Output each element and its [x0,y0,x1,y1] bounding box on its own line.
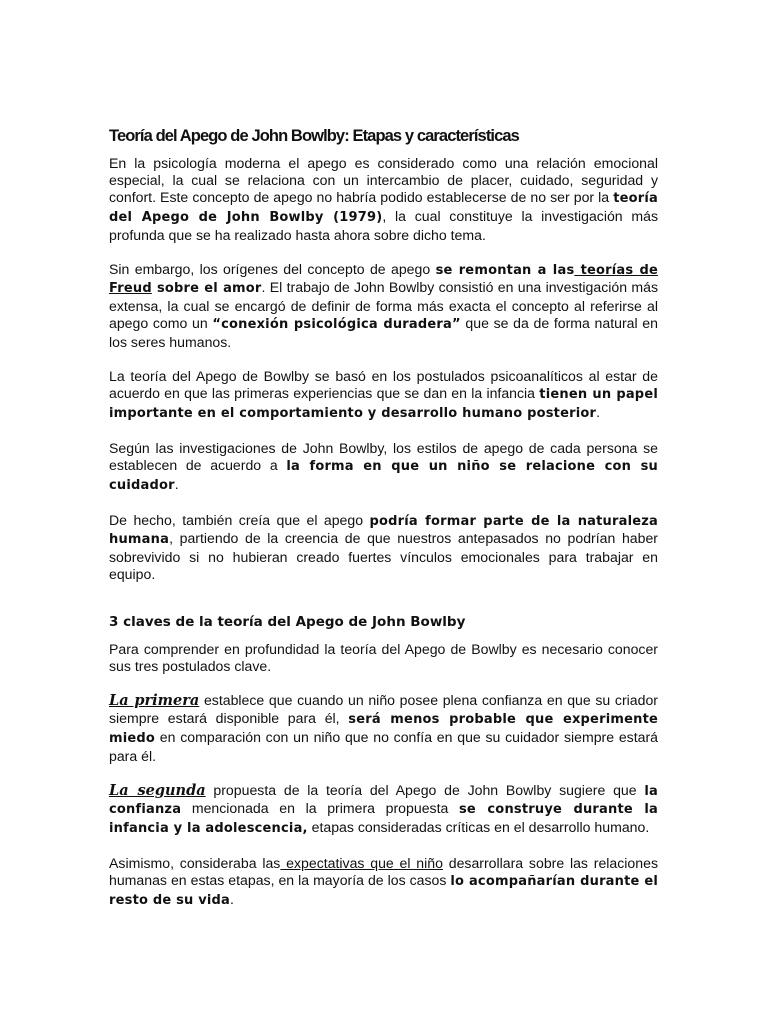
text: , partiendo de la creencia de que nuestros antepasados no podrían haber sobrevivido si no hubieran creado fuertes vínculos emocionales para trabajar en equipo. [109,530,658,583]
text: establece que cuando un niño posee plena confianza en que su criador siempre estará disponible para él, [109,691,658,726]
bold-text: será menos probable que experimente miedo [109,711,658,746]
paragraph-intro [109,155,658,244]
text: mencionada en la primera propuesta [181,800,459,817]
text: . [230,891,234,908]
paragraph-styles [109,440,658,495]
text: Asimismo, consideraba las [109,855,281,872]
paragraph-second-key [109,782,658,839]
script-label: La segunda [109,781,206,799]
paragraph-nature [109,512,658,584]
text: , la cual constituye la investigación más profunda que se ha realizado hasta ahora sobre dicho tema. [109,207,658,243]
bold-text: sobre el amor [151,281,262,297]
text: La teoría del Apego de Bowlby se basó en los postulados psicoanalíticos al estar de acuerdo en que las primeras experiencias que se dan en la infancia [109,368,658,401]
text: propuesta de la teoría del Apego de John Bowlby sugiere que [205,781,645,798]
paragraph-expectations [109,855,658,910]
text: . [596,403,601,420]
text: que se da de forma natural en los seres humanos. [109,315,658,351]
bold-text: lo acompañarían durante el resto de su vida [109,874,658,909]
text: En la psicología moderna el apego es considerado como una relación emocional especial, la cual se relaciona con un intercambio de placer, cuidado, seguridad y confort. Este concepto de apego no habría podido establecerse de no ser por la [109,155,658,205]
paragraph-psychoanalytic [109,368,658,423]
bold-text: podría formar parte de la naturaleza humana [109,513,659,548]
bold-text: “conexión psicológica duradera” [212,317,461,333]
section-heading: 3 claves de la teoría del Apego de John Bowlby [109,614,466,631]
document-page [109,126,658,927]
text: Según las investigaciones de John Bowlby, los estilos de apego de cada persona se establecen de acuerdo a [109,439,658,473]
text: . El trabajo de John Bowlby consistió en una investigación más extensa, la cual se encargó de definir de forma más exacta el concepto al referirse al apego como un [109,279,658,332]
text: etapas consideradas críticas en el desarrollo humano. [307,819,650,836]
page-title: Teoría del Apego de John Bowlby: Etapas y características [109,127,519,145]
bold-text: teoría del Apego de John Bowlby (1979) [109,190,658,225]
link-expectativas[interactable]: expectativas que el niño [280,855,443,872]
text: Para comprender en profundidad la teoría del Apego de Bowlby es necesario conocer sus tres postulados clave. [109,641,658,675]
text: Sin embargo, los orígenes del concepto de apego [109,260,436,277]
bold-text: la forma en que un niño se relacione con su cuidador [109,458,659,493]
text: desarrollara sobre las relaciones humanas en estas etapas, en la mayoría de los casos [109,855,658,889]
text: en comparación con un niño que no confía en que su cuidador siempre estará para él. [109,728,658,764]
text: De hecho, también creía que el apego [109,511,370,528]
paragraph-origins [109,261,658,352]
link-teorias-freud[interactable]: teorías de Freud [109,262,658,297]
paragraph-first-key [109,692,658,765]
bold-text: se remontan a las [435,262,575,278]
bold-text: se construye durante la infancia y la adolescencia, [109,802,658,837]
bold-text: la confianza [109,783,658,818]
bold-text: tienen un papel importante en el comportamiento y desarrollo humano posterior [109,386,658,421]
text: . [174,475,179,492]
paragraph-keys-intro [109,641,658,675]
script-label: La primera [109,691,200,709]
